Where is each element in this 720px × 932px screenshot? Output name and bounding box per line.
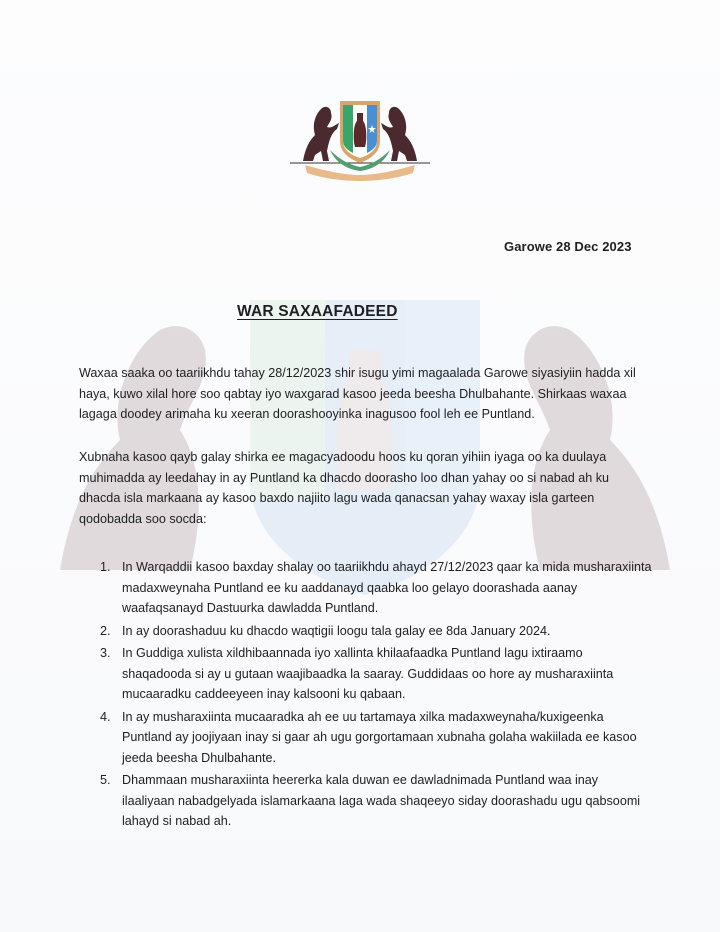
list-item-number: 2. <box>100 623 111 638</box>
list-item-number: 1. <box>100 560 111 574</box>
list-item-number: 4. <box>100 709 111 724</box>
members-paragraph: Xubnaha kasoo qayb galay shirka ee magacyadoodu hoos ku qoran yihiin iyaga oo ka duulaya muhimadda ay leedahay in ay Puntland ka dhacdo doorasho loo dhan yahay oo si nabad ah ku dhacda isla markaana ay kasoo baxdo najiito lagu wada qanacsan yahay waxay isla garteen qodobadda soo socda: <box>79 450 610 526</box>
list-item <box>92 557 652 619</box>
list-item-text: In Warqaddii kasoo baxday shalay oo taariikhdu ahayd 27/12/2023 qaar ka mida musharaxiinta madaxweynaha Puntland ee ku aaddanayd qaabka loo gelayo doorashada aanay waafaqsanayd Dastuurka dawladda Puntland. <box>122 560 652 615</box>
list-item-text: In Guddiga xulista xildhibaannada iyo xallinta khilaafaadka Puntland lagu ixtiraamo shaqadooda si ay u gutaan waajibaadka la saaray. Guddidaas oo hore ay musharaxiinta mucaaradku caddeeyeen inay kalsooni ku qabaan. <box>122 646 614 701</box>
intro-paragraph: Waxaa saaka oo taariikhdu tahay 28/12/2023 shir isugu yimi magaalada Garowe siyasiyiin hadda xil haya, kuwo xilal hore soo qabtay iyo waxgarad kasoo jeeda beesha Dhulbahante. Shirkaas waxaa lagaga doodey arimaha ku xeeran doorashooyinka inagusoo fool leh ee Puntland. <box>79 366 636 421</box>
document-title: WAR SAXAAFADEED <box>237 303 398 320</box>
list-item-text: In ay musharaxiinta mucaaradka ah ee uu tartamaya xilka madaxweynaha/kuxigeenka Puntland ay joojiyaan inay si gaar ah ugu gorgortamaan xubnaha golaha wakiilada ee kasoo jeeda beesha Dhulbahante. <box>122 709 637 765</box>
list-item <box>92 707 652 769</box>
shield-icon <box>340 101 380 163</box>
horse-right-icon <box>381 107 417 161</box>
list-item-text: Dhammaan musharaxiinta heererka kala duwan ee dawladnimada Puntland waa inay ilaaliyaan nabadgelyada islamarkaana laga wada shaqeeyo siday doorashadu ugu qabsoomi lahayd si nabad ah. <box>122 773 641 828</box>
list-item-number: 5. <box>100 773 111 787</box>
list-item <box>92 770 652 832</box>
list-item <box>92 621 652 642</box>
ribbon-icon <box>290 163 430 181</box>
resolutions-list <box>92 557 652 834</box>
list-item <box>92 643 652 705</box>
list-item-text: In ay doorashaduu ku dhacdo waqtigii loogu tala galay ee 8da January 2024. <box>122 623 551 638</box>
list-item-number: 3. <box>100 646 111 660</box>
horse-left-icon <box>303 107 339 161</box>
coat-of-arms-emblem <box>285 95 435 187</box>
date-line: Garowe 28 Dec 2023 <box>504 239 632 254</box>
